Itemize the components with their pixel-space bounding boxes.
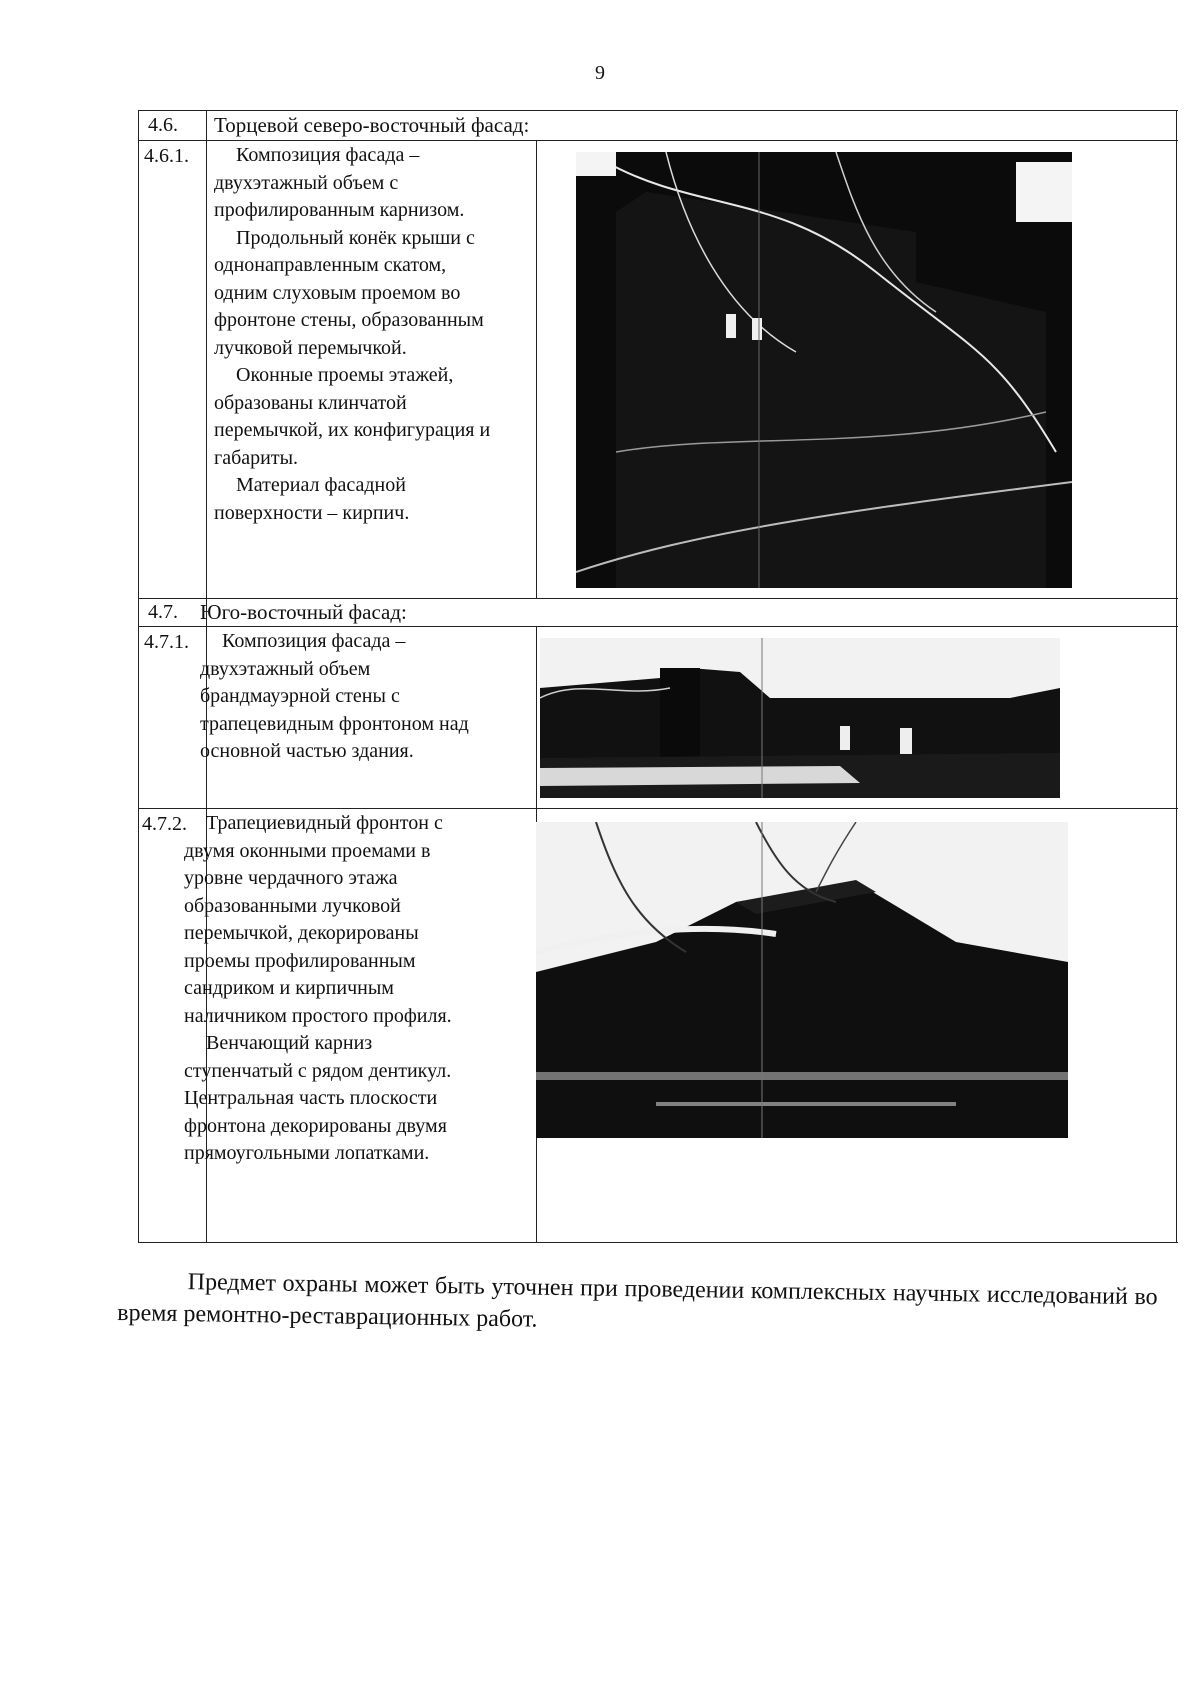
description-line: Продольный конёк крыши с [236,226,475,249]
description-line: двумя оконными проемами в [184,839,431,862]
description-line: перемычкой, декорированы [184,922,419,944]
facade-photo-southeast [540,638,1060,798]
description-line: брандмауэрной стены с [200,685,400,707]
description-line: Центральная часть плоскости [184,1087,438,1109]
description-line: одним слуховым проемом во [214,281,461,304]
page-number: 9 [595,62,605,84]
description-line: образованными лучковой [184,894,401,917]
item-description [200,628,532,766]
table-row-divider [138,598,1178,599]
description-line: Трапециевидный фронтон с [206,812,443,834]
section-number: 4.6. [148,114,178,136]
protected-features-table [138,110,1178,1244]
item-number: 4.7.1. [144,631,189,653]
description-line: сандриком и кирпичным [184,977,394,999]
closing-note: Предмет охраны может быть уточнен при проведении комплексных научных исследований во время ремонтно-реставрационных работ. [117,1269,1158,1333]
description-line: уровне чердачного этажа [184,867,398,889]
description-line: двухэтажный объем [200,657,371,680]
description-line: трапецевидным фронтоном над [200,712,469,735]
table-border-top [138,110,1178,111]
description-line: Композиция фасада – [222,630,406,652]
description-line: Композиция фасада – [236,144,420,166]
table-border-bottom [138,1242,1178,1243]
facade-photo-northeast [576,152,1072,588]
table-row-divider [138,808,1178,809]
description-line: Материал фасадной [236,474,406,496]
description-line: поверхности – кирпич. [214,501,410,524]
section-heading: Юго-восточный фасад: [200,600,407,624]
table-border-right [1176,110,1177,1242]
description-line: двухэтажный объем с [214,171,399,194]
description-line: ступенчатый с рядом дентикул. [184,1059,452,1082]
table-border-left [138,110,139,1242]
item-description [184,810,532,1168]
description-line: перемычкой, их конфигурация и [214,419,491,441]
description-line: наличником простого профиля. [184,1004,452,1027]
description-line: профилированным карнизом. [214,199,465,221]
description-line: основной частью здания. [200,740,414,762]
description-line: прямоугольными лопатками. [184,1142,430,1164]
description-line: Оконные проемы этажей, [236,364,454,386]
item-number: 4.6.1. [144,145,189,167]
description-line: фронтоне стены, образованным [214,309,484,331]
description-line: проемы профилированным [184,949,416,972]
description-line: образованы клинчатой [214,391,407,414]
table-row-divider [138,140,1178,141]
description-line: фронтона декорированы двумя [184,1114,447,1137]
description-line: габариты. [214,446,299,469]
item-description [214,142,532,527]
photo-column-divider [536,140,537,598]
description-line: лучковой перемычкой. [214,336,407,359]
description-line: однонаправленным скатом, [214,254,447,276]
section-heading: Торцевой северо-восточный фасад: [214,113,530,137]
item-number: 4.7.2. [142,813,187,835]
pediment-photo [536,822,1068,1138]
table-row-divider [138,626,1178,627]
description-line: Венчающий карниз [206,1032,373,1054]
section-number: 4.7. [148,601,178,623]
